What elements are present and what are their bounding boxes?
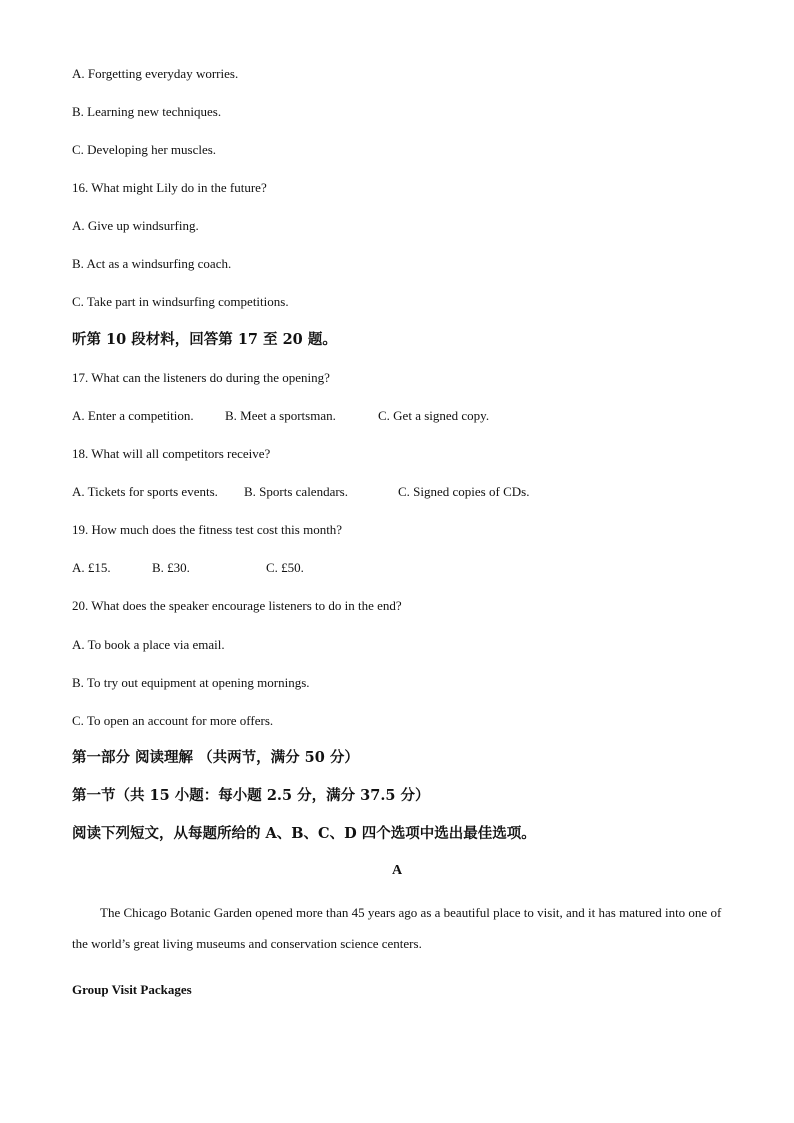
option-20-a: A. To book a place via email. xyxy=(72,637,225,652)
question-18-options xyxy=(72,484,722,500)
part-one-heading: 第一部分 阅读理解 （共两节，满分 50 分） xyxy=(72,749,359,766)
subheading: Group Visit Packages xyxy=(72,982,192,997)
question-17: 17. What can the listeners do during the opening? xyxy=(72,370,330,385)
option-15-a: A. Forgetting everyday worries. xyxy=(72,66,239,81)
option-18-c: C. Signed copies of CDs. xyxy=(398,484,530,499)
passage-text: The Chicago Botanic Garden opened more than 45 years ago as a beautiful place to visit, and it has matured into one of the world’s great living museums and conservation science centers. xyxy=(72,905,722,951)
question-20: 20. What does the speaker encourage listeners to do in the end? xyxy=(72,598,402,613)
section-10-heading: 听第 10 段材料，回答第 17 至 20 题。 xyxy=(72,331,337,348)
question-17-options xyxy=(72,408,722,424)
option-17-c: C. Get a signed copy. xyxy=(378,408,490,423)
option-17-b: B. Meet a sportsman. xyxy=(225,408,336,423)
question-18: 18. What will all competitors receive? xyxy=(72,446,271,461)
option-19-a: A. £15. xyxy=(72,560,111,575)
option-19-b: B. £30. xyxy=(152,560,190,575)
question-16: 16. What might Lily do in the future? xyxy=(72,180,267,195)
option-16-b: B. Act as a windsurfing coach. xyxy=(72,256,232,271)
question-19: 19. How much does the fitness test cost this month? xyxy=(72,522,343,537)
question-19-options xyxy=(72,560,722,576)
passage-paragraph xyxy=(72,897,724,959)
passage-label: A xyxy=(391,863,403,878)
option-16-a: A. Give up windsurfing. xyxy=(72,218,199,233)
option-17-a: A. Enter a competition. xyxy=(72,408,194,423)
option-16-c: C. Take part in windsurfing competitions. xyxy=(72,294,289,309)
option-15-b: B. Learning new techniques. xyxy=(72,104,222,119)
option-20-c: C. To open an account for more offers. xyxy=(72,713,274,728)
option-15-c: C. Developing her muscles. xyxy=(72,142,217,157)
option-20-b: B. To try out equipment at opening mornings. xyxy=(72,675,310,690)
option-19-c: C. £50. xyxy=(266,560,304,575)
option-18-a: A. Tickets for sports events. xyxy=(72,484,218,499)
instructions: 阅读下列短文，从每题所给的 A、B、C、D 四个选项中选出最佳选项。 xyxy=(72,825,536,842)
option-18-b: B. Sports calendars. xyxy=(244,484,348,499)
section-one-heading: 第一节（共 15 小题：每小题 2.5 分，满分 37.5 分） xyxy=(72,787,430,804)
